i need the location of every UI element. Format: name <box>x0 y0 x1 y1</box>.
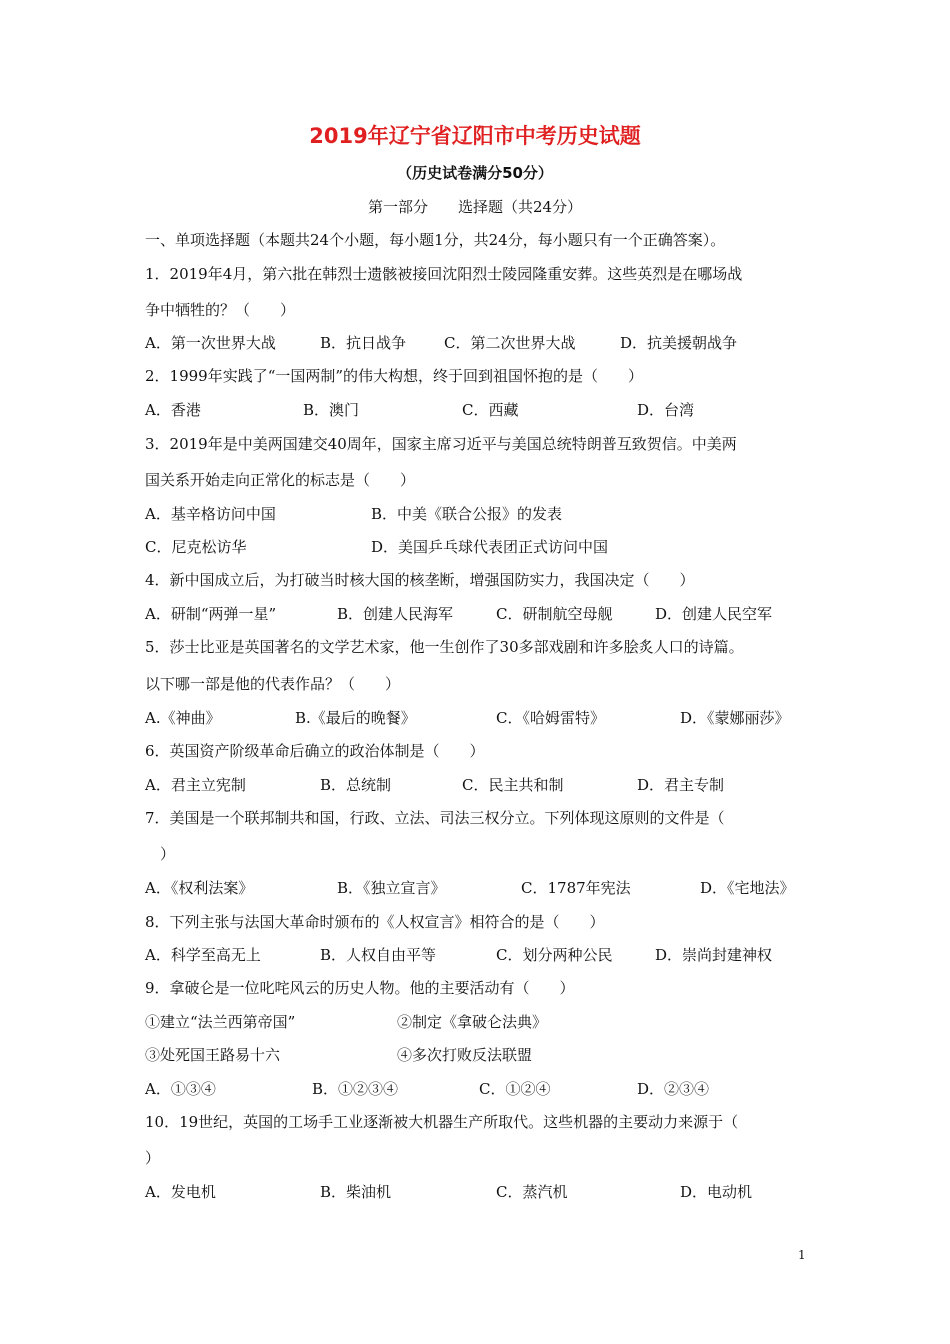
question-10-option-d: D．电动机 <box>680 1183 753 1201</box>
question-5-option-a: A.《神曲》 <box>145 709 221 727</box>
question-4-option-b: B．创建人民海军 <box>337 605 454 623</box>
question-8-line-1: 8．下列主张与法国大革命时颁布的《人权宣言》相符合的是（ ） <box>145 913 605 931</box>
question-7-line-1: 7．美国是一个联邦制共和国，行政、立法、司法三权分立。下列体现这原则的文件是（ <box>145 809 725 827</box>
question-4-option-a: A．研制“两弹一星” <box>145 605 277 623</box>
question-4-option-c: C．研制航空母舰 <box>496 605 613 623</box>
section-heading: 第一部分 选择题（共24分） <box>367 198 583 216</box>
question-5-line-2: 以下哪一部是他的代表作品？（ ） <box>145 675 401 693</box>
question-1-option-a: A．第一次世界大战 <box>145 334 276 352</box>
question-5-option-c: C．《哈姆雷特》 <box>496 709 605 727</box>
question-5-option-d: D．《蒙娜丽莎》 <box>680 709 790 727</box>
question-6-option-a: A．君主立宪制 <box>145 776 246 794</box>
question-4-option-d: D．创建人民空军 <box>655 605 773 623</box>
question-8-option-b: B．人权自由平等 <box>320 946 437 964</box>
question-9-line-1: 9．拿破仑是一位叱咤风云的历史人物。他的主要活动有（ ） <box>145 979 575 997</box>
question-9-item-2: ②制定《拿破仑法典》 <box>397 1013 548 1031</box>
question-3-line-1: 3．2019年是中美两国建交40周年，国家主席习近平与美国总统特朗普互致贺信。中美两 <box>145 435 737 453</box>
question-9-option-c: C．①②④ <box>479 1080 551 1098</box>
question-9-item-4: ④多次打败反法联盟 <box>397 1046 533 1064</box>
question-2-line-1: 2．1999年实践了“一国两制”的伟大构想，终于回到祖国怀抱的是（ ） <box>145 367 644 385</box>
question-8-option-d: D．崇尚封建神权 <box>655 946 773 964</box>
question-3-option-a: A．基辛格访问中国 <box>145 505 276 523</box>
question-10-line-1: 10．19世纪，英国的工场手工业逐渐被大机器生产所取代。这些机器的主要动力来源于（ <box>145 1113 739 1131</box>
question-8-option-a: A．科学至高无上 <box>145 946 261 964</box>
question-7-line-2: ） <box>145 845 176 863</box>
question-9-item-1: ①建立“法兰西第帝国” <box>145 1013 296 1031</box>
question-10-option-b: B．柴油机 <box>320 1183 392 1201</box>
question-3-option-c: C．尼克松访华 <box>145 538 247 556</box>
question-2-option-a: A．香港 <box>145 401 201 419</box>
question-6-option-c: C．民主共和制 <box>462 776 564 794</box>
question-6-option-d: D．君主专制 <box>637 776 725 794</box>
page-number: 1 <box>798 1248 806 1262</box>
question-1-line-2: 争中牺牲的？（ ） <box>145 301 296 319</box>
question-9-option-d: D．②③④ <box>637 1080 710 1098</box>
question-4-line-1: 4．新中国成立后，为打破当时核大国的核垄断，增强国防实力，我国决定（ ） <box>145 571 695 589</box>
question-5-line-1: 5．莎士比亚是英国著名的文学艺术家，他一生创作了30多部戏剧和许多脍炙人口的诗篇。 <box>145 638 744 656</box>
question-2-option-b: B．澳门 <box>303 401 360 419</box>
question-1-option-d: D．抗美援朝战争 <box>620 334 738 352</box>
question-6-line-1: 6．英国资产阶级革命后确立的政治体制是（ ） <box>145 742 485 760</box>
question-1-option-b: B．抗日战争 <box>320 334 407 352</box>
question-9-item-3: ③处死国王路易十六 <box>145 1046 281 1064</box>
question-10-line-2: ） <box>145 1149 161 1167</box>
instruction: 一、单项选择题（本题共24个小题，每小题1分，共24分，每小题只有一个正确答案）。 <box>145 231 726 249</box>
question-1-line-1: 1．2019年4月，第六批在韩烈士遗骸被接回沈阳烈士陵园隆重安葬。这些英烈是在哪场战 <box>145 265 743 283</box>
question-9-option-b: B．①②③④ <box>312 1080 399 1098</box>
question-7-option-b: B．《独立宣言》 <box>337 879 446 897</box>
question-7-option-d: D．《宅地法》 <box>700 879 795 897</box>
question-3-line-2: 国关系开始走向正常化的标志是（ ） <box>145 471 416 489</box>
exam-title: 2019年辽宁省辽阳市中考历史试题 <box>309 124 641 148</box>
question-3-option-b: B．中美《联合公报》的发表 <box>371 505 563 523</box>
question-3-option-d: D．美国乒乓球代表团正式访问中国 <box>371 538 609 556</box>
question-10-option-a: A．发电机 <box>145 1183 216 1201</box>
question-7-option-c: C．1787年宪法 <box>521 879 631 897</box>
question-8-option-c: C．划分两种公民 <box>496 946 613 964</box>
question-1-option-c: C．第二次世界大战 <box>444 334 576 352</box>
question-2-option-c: C．西藏 <box>462 401 519 419</box>
question-2-option-d: D．台湾 <box>637 401 695 419</box>
question-10-option-c: C．蒸汽机 <box>496 1183 568 1201</box>
question-5-option-b: B.《最后的晚餐》 <box>295 709 416 727</box>
exam-subtitle: （历史试卷满分50分） <box>397 164 553 182</box>
question-9-option-a: A．①③④ <box>145 1080 216 1098</box>
question-6-option-b: B．总统制 <box>320 776 392 794</box>
question-7-option-a: A．《权利法案》 <box>145 879 254 897</box>
